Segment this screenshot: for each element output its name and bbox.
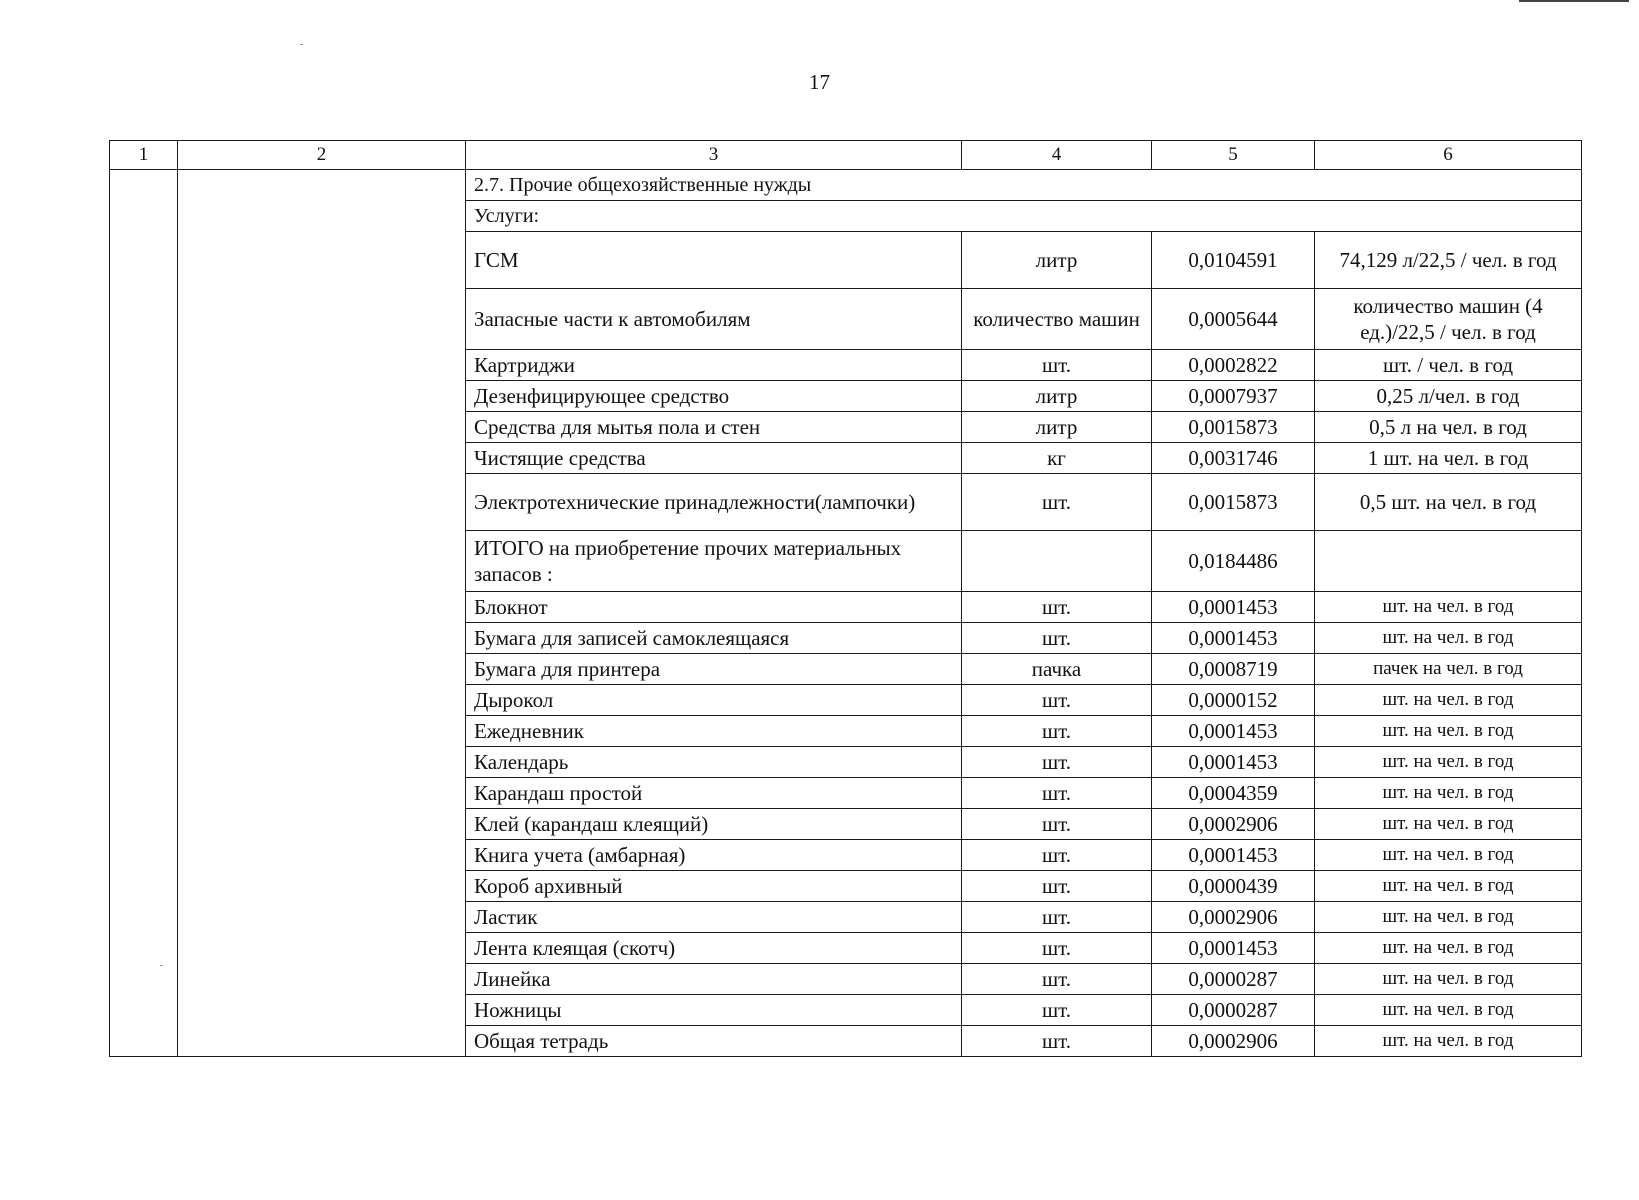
- item-name: Дырокол: [466, 685, 962, 716]
- empty-cell: [178, 170, 466, 1057]
- item-name: Ластик: [466, 902, 962, 933]
- norm-cell: пачек на чел. в год: [1315, 654, 1582, 685]
- unit-cell: кг: [962, 443, 1152, 474]
- item-name: Календарь: [466, 747, 962, 778]
- item-name: Линейка: [466, 964, 962, 995]
- norm-cell: шт. на чел. в год: [1315, 964, 1582, 995]
- unit-cell: шт.: [962, 1026, 1152, 1057]
- unit-cell: шт.: [962, 716, 1152, 747]
- unit-cell: шт.: [962, 840, 1152, 871]
- unit-cell: шт.: [962, 964, 1152, 995]
- value-cell: 0,0001453: [1152, 623, 1315, 654]
- item-name: Средства для мытья пола и стен: [466, 412, 962, 443]
- norm-cell: шт. на чел. в год: [1315, 592, 1582, 623]
- value-cell: 0,0031746: [1152, 443, 1315, 474]
- unit-cell: литр: [962, 381, 1152, 412]
- item-name: Короб архивный: [466, 871, 962, 902]
- norm-cell: шт. на чел. в год: [1315, 747, 1582, 778]
- value-cell: 0,0008719: [1152, 654, 1315, 685]
- item-name: Чистящие средства: [466, 443, 962, 474]
- unit-cell: литр: [962, 232, 1152, 289]
- unit-cell: шт.: [962, 592, 1152, 623]
- unit-cell: шт.: [962, 995, 1152, 1026]
- value-cell: 0,0001453: [1152, 933, 1315, 964]
- item-name: ИТОГО на приобретение прочих материальных запасов :: [466, 531, 962, 592]
- column-number: 6: [1315, 141, 1582, 170]
- scan-speck: [300, 44, 303, 45]
- unit-cell: шт.: [962, 350, 1152, 381]
- scan-corner-line: [1519, 0, 1629, 2]
- item-name: Бумага для принтера: [466, 654, 962, 685]
- item-name: Дезенфицирующее средство: [466, 381, 962, 412]
- item-name: Общая тетрадь: [466, 1026, 962, 1057]
- unit-cell: количество машин: [962, 289, 1152, 350]
- norm-cell: [1315, 531, 1582, 592]
- norm-cell: шт. на чел. в год: [1315, 809, 1582, 840]
- value-cell: 0,0015873: [1152, 474, 1315, 531]
- norm-cell: количество машин (4 ед.)/22,5 / чел. в год: [1315, 289, 1582, 350]
- value-cell: 0,0184486: [1152, 531, 1315, 592]
- value-cell: 0,0001453: [1152, 716, 1315, 747]
- norm-cell: 0,5 л на чел. в год: [1315, 412, 1582, 443]
- value-cell: 0,0002906: [1152, 809, 1315, 840]
- column-number: 3: [466, 141, 962, 170]
- item-name: ГСМ: [466, 232, 962, 289]
- norm-cell: 74,129 л/22,5 / чел. в год: [1315, 232, 1582, 289]
- value-cell: 0,0002906: [1152, 902, 1315, 933]
- column-number: 4: [962, 141, 1152, 170]
- value-cell: 0,0000439: [1152, 871, 1315, 902]
- column-number: 5: [1152, 141, 1315, 170]
- item-name: Электротехнические принадлежности(лампочки): [466, 474, 962, 531]
- value-cell: 0,0007937: [1152, 381, 1315, 412]
- services-label: Услуги:: [466, 201, 1582, 232]
- norm-cell: 0,5 шт. на чел. в год: [1315, 474, 1582, 531]
- value-cell: 0,0000287: [1152, 964, 1315, 995]
- value-cell: 0,0000152: [1152, 685, 1315, 716]
- norm-cell: 0,25 л/чел. в год: [1315, 381, 1582, 412]
- item-name: Ножницы: [466, 995, 962, 1026]
- value-cell: 0,0002906: [1152, 1026, 1315, 1057]
- value-cell: 0,0001453: [1152, 747, 1315, 778]
- value-cell: 0,0104591: [1152, 232, 1315, 289]
- item-name: Картриджи: [466, 350, 962, 381]
- item-name: Карандаш простой: [466, 778, 962, 809]
- norms-table: [109, 140, 1582, 1057]
- unit-cell: шт.: [962, 474, 1152, 531]
- column-number: 1: [110, 141, 178, 170]
- value-cell: 0,0004359: [1152, 778, 1315, 809]
- item-name: Запасные части к автомобилям: [466, 289, 962, 350]
- value-cell: 0,0001453: [1152, 840, 1315, 871]
- norm-cell: 1 шт. на чел. в год: [1315, 443, 1582, 474]
- unit-cell: шт.: [962, 871, 1152, 902]
- item-name: Клей (карандаш клеящий): [466, 809, 962, 840]
- norm-cell: шт. на чел. в год: [1315, 778, 1582, 809]
- norm-cell: шт. на чел. в год: [1315, 623, 1582, 654]
- section-title: 2.7. Прочие общехозяйственные нужды: [466, 170, 1582, 201]
- item-name: Ежедневник: [466, 716, 962, 747]
- unit-cell: литр: [962, 412, 1152, 443]
- page-number: 17: [809, 70, 830, 94]
- unit-cell: шт.: [962, 809, 1152, 840]
- value-cell: 0,0002822: [1152, 350, 1315, 381]
- unit-cell: шт.: [962, 933, 1152, 964]
- norm-cell: шт. на чел. в год: [1315, 840, 1582, 871]
- value-cell: 0,0001453: [1152, 592, 1315, 623]
- value-cell: 0,0005644: [1152, 289, 1315, 350]
- unit-cell: пачка: [962, 654, 1152, 685]
- value-cell: 0,0015873: [1152, 412, 1315, 443]
- unit-cell: шт.: [962, 778, 1152, 809]
- item-name: Книга учета (амбарная): [466, 840, 962, 871]
- unit-cell: шт.: [962, 902, 1152, 933]
- norm-cell: шт. на чел. в год: [1315, 933, 1582, 964]
- item-name: Лента клеящая (скотч): [466, 933, 962, 964]
- column-number-row: [110, 141, 1582, 170]
- column-number: 2: [178, 141, 466, 170]
- item-name: Бумага для записей самоклеящаяся: [466, 623, 962, 654]
- empty-cell: [110, 170, 178, 1057]
- norm-cell: шт. на чел. в год: [1315, 902, 1582, 933]
- norm-cell: шт. на чел. в год: [1315, 995, 1582, 1026]
- item-name: Блокнот: [466, 592, 962, 623]
- unit-cell: шт.: [962, 623, 1152, 654]
- norm-cell: шт. / чел. в год: [1315, 350, 1582, 381]
- norm-cell: шт. на чел. в год: [1315, 716, 1582, 747]
- norm-cell: шт. на чел. в год: [1315, 1026, 1582, 1057]
- norm-cell: шт. на чел. в год: [1315, 871, 1582, 902]
- norm-cell: шт. на чел. в год: [1315, 685, 1582, 716]
- value-cell: 0,0000287: [1152, 995, 1315, 1026]
- unit-cell: шт.: [962, 685, 1152, 716]
- unit-cell: шт.: [962, 747, 1152, 778]
- section-title-row: [110, 170, 1582, 201]
- unit-cell: [962, 531, 1152, 592]
